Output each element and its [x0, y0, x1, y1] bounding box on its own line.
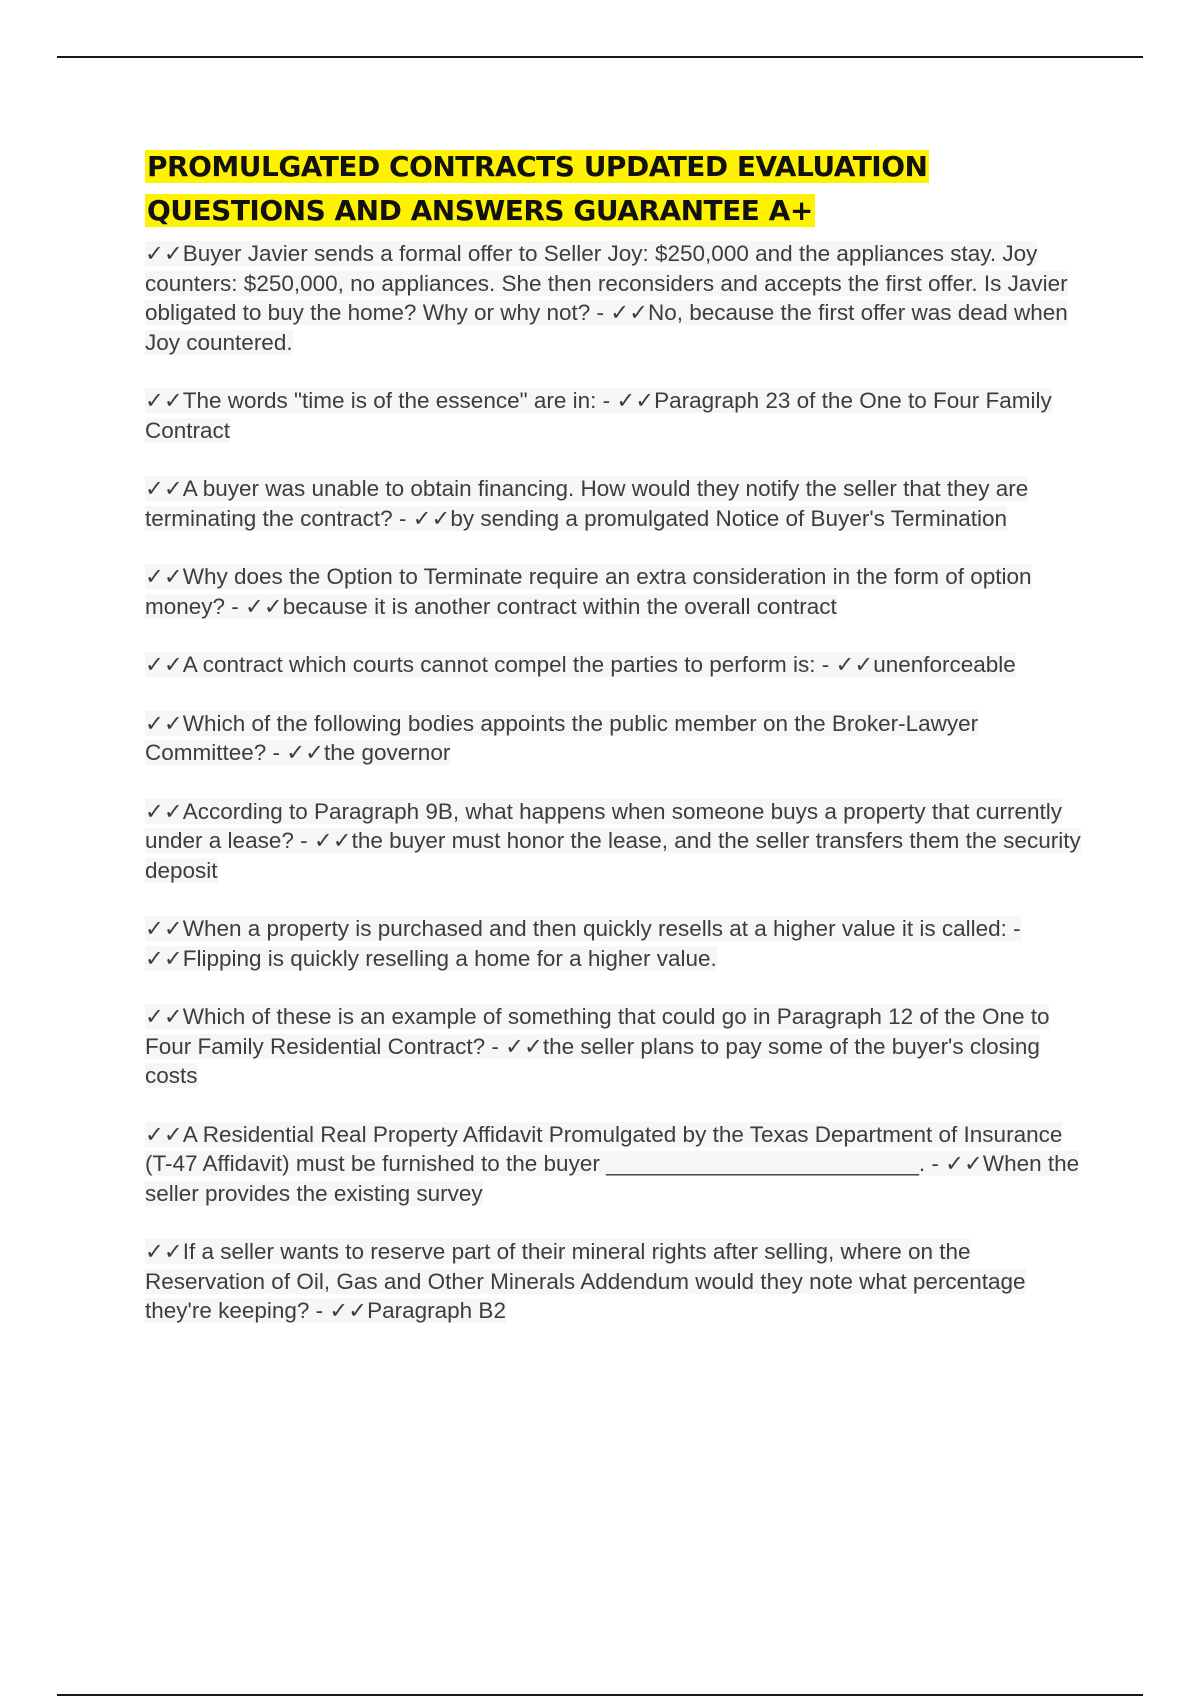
qa-text: ✓✓A Residential Real Property Affidavit Promulgated by the Texas Department of Insurance (T-47 Affidavit) must be furnished to the buyer _________________________. - ✓✓When the seller provides the existing survey: [145, 1121, 1080, 1206]
qa-text: ✓✓A buyer was unable to obtain financing. How would they notify the seller that they are terminating the contract? - ✓✓by sending a promulgated Notice of Buyer's Termination: [145, 476, 1029, 531]
title-line-2: QUESTIONS AND ANSWERS GUARANTEE A+: [147, 194, 813, 227]
title-line-1: PROMULGATED CONTRACTS UPDATED EVALUATION: [147, 150, 928, 183]
document-body: [145, 145, 1095, 1355]
qa-item-11: [145, 1237, 1095, 1326]
document-title: [145, 145, 1095, 233]
qa-item-6: [145, 709, 1095, 768]
qa-text: ✓✓The words "time is of the essence" are in: - ✓✓Paragraph 23 of the One to Four Family Contract: [145, 388, 1052, 443]
qa-item-1: [145, 239, 1095, 357]
qa-item-2: [145, 386, 1095, 445]
qa-item-8: [145, 914, 1095, 973]
qa-text: ✓✓When a property is purchased and then quickly resells at a higher value it is called: - ✓✓Flipping is quickly reselling a home for a higher value.: [145, 916, 1021, 971]
qa-text: ✓✓A contract which courts cannot compel the parties to perform is: - ✓✓unenforceable: [145, 652, 1016, 677]
qa-item-5: [145, 650, 1095, 680]
bottom-rule: [57, 1694, 1143, 1696]
qa-item-4: [145, 562, 1095, 621]
qa-text: ✓✓Why does the Option to Terminate require an extra consideration in the form of option money? - ✓✓because it is another contract within the overall contract: [145, 564, 1032, 619]
top-rule: [57, 56, 1143, 58]
qa-text: ✓✓Buyer Javier sends a formal offer to Seller Joy: $250,000 and the appliances stay. Joy counters: $250,000, no appliances. She then reconsiders and accepts the first offer. Is Javier obligated to buy the home? Why or why not? - ✓✓No, because the first offer was dead when Joy countered.: [145, 241, 1068, 355]
qa-item-10: [145, 1120, 1095, 1209]
qa-item-7: [145, 797, 1095, 886]
qa-item-9: [145, 1002, 1095, 1091]
qa-text: ✓✓According to Paragraph 9B, what happens when someone buys a property that currently under a lease? - ✓✓the buyer must honor the lease, and the seller transfers them the security deposit: [145, 798, 1081, 883]
qa-item-3: [145, 474, 1095, 533]
qa-text: ✓✓Which of these is an example of something that could go in Paragraph 12 of the One to Four Family Residential Contract? - ✓✓the seller plans to pay some of the buyer's closing costs: [145, 1004, 1050, 1088]
qa-text: ✓✓Which of the following bodies appoints the public member on the Broker-Lawyer Committee? - ✓✓the governor: [145, 710, 979, 765]
qa-text: ✓✓If a seller wants to reserve part of their mineral rights after selling, where on the Reservation of Oil, Gas and Other Minerals Addendum would they note what percentage they're keeping? - ✓✓Paragraph B2: [145, 1239, 1026, 1323]
